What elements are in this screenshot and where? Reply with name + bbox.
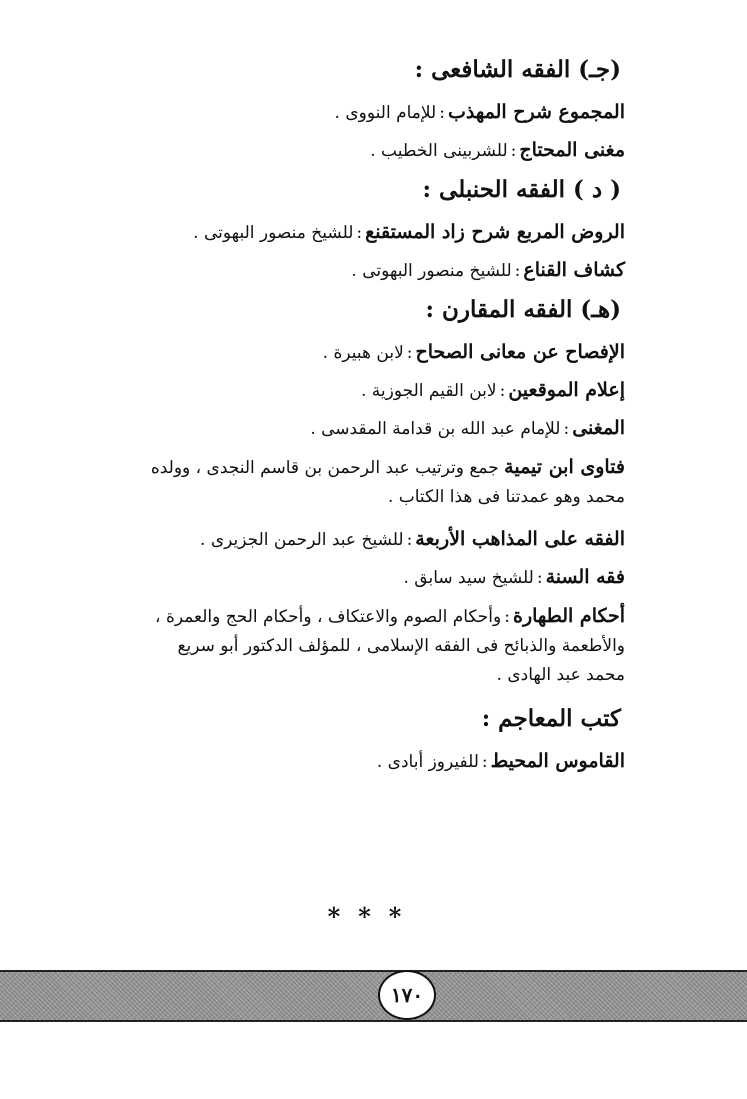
section-heading-dictionaries: كتب المعاجم : bbox=[481, 705, 621, 732]
book-author: جمع وترتيب عبد الرحمن بن قاسم النجدى ، وولده محمد وهو عمدتنا فى هذا الكتاب . bbox=[150, 458, 625, 507]
book-title: كشاف القناع bbox=[523, 259, 625, 281]
book-author: لابن هبيرة . bbox=[322, 343, 404, 363]
section-heading-comparative: (هـ) الفقه المقارن : bbox=[425, 296, 621, 323]
separator: : bbox=[510, 141, 517, 161]
book-author: وأحكام الصوم والاعتكاف ، وأحكام الحج والعمرة ، والأطعمة والذبائح فى الفقه الإسلامى ، للمؤلف الدكتور أبو سريع محمد عبد الهادى . bbox=[155, 607, 625, 685]
book-author: للشيخ منصور البهوتى . bbox=[351, 261, 512, 281]
book-title: فقه السنة bbox=[545, 566, 625, 588]
book-title: الروض المربع شرح زاد المستقنع bbox=[365, 221, 625, 243]
section-end-ornament: *** bbox=[327, 902, 420, 931]
reference-entry bbox=[140, 564, 625, 590]
separator: : bbox=[514, 261, 521, 281]
reference-entry bbox=[140, 526, 625, 552]
book-author: للفيروز أبادى . bbox=[376, 752, 479, 772]
separator: : bbox=[536, 568, 543, 588]
reference-entry bbox=[140, 257, 625, 283]
reference-entry bbox=[140, 415, 625, 441]
reference-entry bbox=[140, 377, 625, 403]
book-author: لابن القيم الجوزية . bbox=[360, 381, 497, 401]
book-author: للشربينى الخطيب . bbox=[370, 141, 508, 161]
book-author: للإمام النووى . bbox=[334, 103, 437, 123]
section-heading-hanbali: ( د ) الفقه الحنبلى : bbox=[422, 176, 621, 203]
separator: : bbox=[563, 419, 570, 439]
book-title: مغنى المحتاج bbox=[519, 139, 625, 161]
references-list bbox=[140, 55, 625, 786]
book-title: المغنى bbox=[572, 417, 625, 439]
reference-entry bbox=[140, 219, 625, 245]
separator: : bbox=[481, 752, 488, 772]
book-title: إعلام الموقعين bbox=[508, 379, 625, 401]
book-author: للشيخ منصور البهوتى . bbox=[193, 223, 354, 243]
reference-entry bbox=[140, 602, 625, 690]
page-number bbox=[378, 970, 436, 1020]
separator: : bbox=[406, 343, 413, 363]
book-title: أحكام الطهارة bbox=[512, 605, 625, 627]
separator: : bbox=[499, 381, 506, 401]
separator: : bbox=[504, 607, 510, 627]
section-heading-shafii: (جـ) الفقه الشافعى : bbox=[414, 56, 621, 83]
book-author: للشيخ عبد الرحمن الجزيرى . bbox=[200, 530, 404, 550]
book-title: فتاوى ابن تيمية bbox=[504, 456, 625, 478]
reference-entry bbox=[140, 339, 625, 365]
book-title: الفقه على المذاهب الأربعة bbox=[415, 528, 625, 550]
footer-band bbox=[0, 970, 747, 1022]
reference-entry bbox=[140, 99, 625, 125]
reference-entry bbox=[140, 453, 625, 512]
separator: : bbox=[356, 223, 363, 243]
book-title: المجموع شرح المهذب bbox=[447, 101, 625, 123]
reference-entry bbox=[140, 137, 625, 163]
book-title: الإفصاح عن معانى الصحاح bbox=[415, 341, 625, 363]
separator: : bbox=[439, 103, 445, 123]
book-title: القاموس المحيط bbox=[490, 750, 625, 772]
reference-entry bbox=[140, 748, 625, 774]
book-author: للإمام عبد الله بن قدامة المقدسى . bbox=[310, 419, 561, 439]
separator: : bbox=[406, 530, 413, 550]
page-number-text: ١٧٠ bbox=[390, 983, 424, 1007]
book-author: للشيخ سيد سابق . bbox=[403, 568, 534, 588]
